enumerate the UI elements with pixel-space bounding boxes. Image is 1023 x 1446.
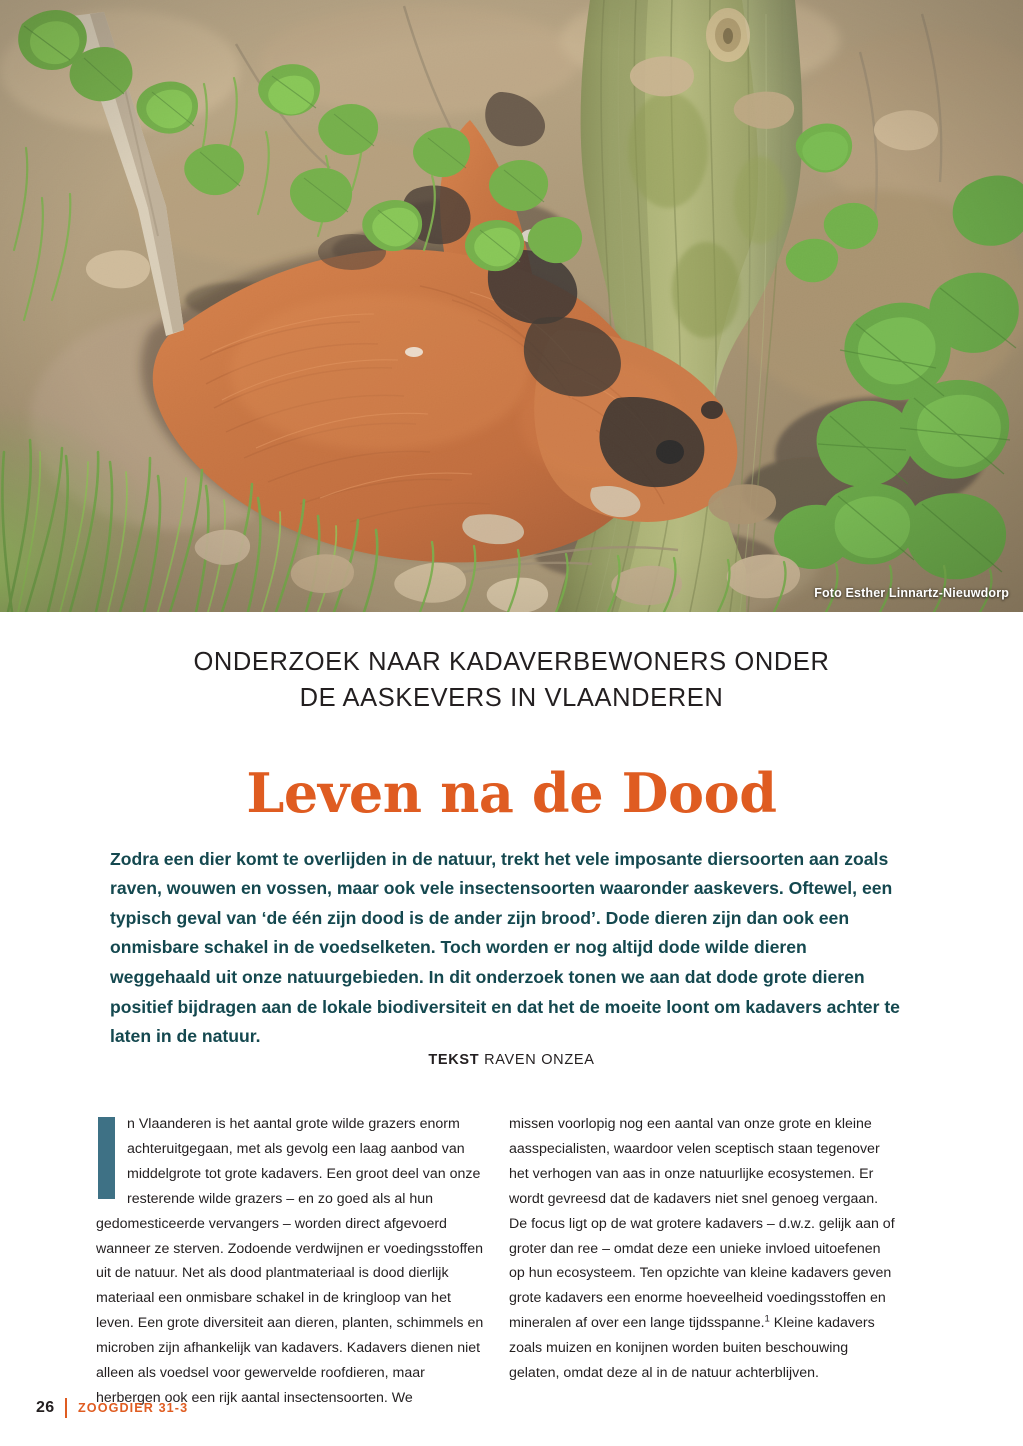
body-column-right-text-1: missen voorlopig nog een aantal van onze grote en kleine aasspecialisten, waardoor velen sceptisch staan tegenover het verhogen van aas in onze natuurlijke ecosystemen. Er wordt gevreesd dat de kadavers niet snel genoeg vergaan. De focus ligt op de wat grotere kadavers – d.w.z. gelijk aan of groter dan ree – omdat deze een unieke invloed uitoefenen op hun ecosysteem. Ten opzichte van kleine kadavers geven grote kadavers een enorme hoeveelheid voedingsstoffen en mineralen af over een lange tijdsspanne. — [509, 1116, 895, 1332]
body-column-right-text-2: Kleine kadavers zoals muizen en konijnen worden buiten beschouwing gelaten, omdat deze al in de natuur achterblijven. — [509, 1315, 875, 1382]
article-body — [96, 1112, 928, 1406]
issue-label: ZOOGDIER 31-3 — [78, 1401, 189, 1415]
photo-credit: Foto Esther Linnartz-Nieuwdorp — [814, 586, 1009, 600]
byline — [0, 1052, 1023, 1068]
hero-photo-illustration — [0, 0, 1023, 612]
article-intro: Zodra een dier komt te overlijden in de natuur, trekt het vele imposante diersoorten aan zoals raven, wouwen en vossen, maar ook vele insectensoorten waaronder aaskevers. Oftewel, een typisch geval van ‘de één zijn dood is de ander zijn brood’. Dode dieren zijn dan ook een onmisbare schakel in de voedselketen. Toch worden er nog altijd dode wilde dieren weggehaald uit onze natuurgebieden. In dit onderzoek tonen we aan dat dode grote dieren positief bijdragen aan de lokale biodiversiteit en dat het de moeite loont om kadavers achter te laten in de natuur. — [110, 848, 900, 1047]
kicker-line-1: ONDERZOEK NAAR KADAVERBEWONERS ONDER — [193, 648, 830, 676]
footnote-ref[interactable]: 1 — [764, 1313, 770, 1325]
byline-author: RAVEN ONZEA — [484, 1052, 595, 1068]
page-number: 26 — [36, 1399, 55, 1416]
drop-cap — [98, 1117, 115, 1199]
body-column-right — [509, 1112, 897, 1386]
hero-photo — [0, 0, 1023, 612]
body-column-left-text: n Vlaanderen is het aantal grote wilde grazers enorm achteruitgegaan, met als gevolg een laag aanbod van middelgrote tot grote kadavers. Een groot deel van onze resterende wilde grazers – en zo goed als al hun gedomesticeerde vervangers – worden direct afgevoerd wanneer ze sterven. Zodoende verdwijnen er voedingsstoffen uit de natuur. Net als dood plantmateriaal is dood dierlijk materiaal een onmisbare schakel in de kringloop van het leven. Een grote diversiteit aan dieren, planten, schimmels en microben zijn afhankelijk van kadavers. Kadavers dienen niet alleen als voedsel voor gewervelde roofdieren, maar herbergen ook een rijk aantal insectensoorten. We — [96, 1116, 484, 1406]
body-column-left — [96, 1112, 484, 1411]
article-kicker — [0, 644, 1023, 716]
byline-label: TEKST — [428, 1052, 480, 1068]
page-title: Leven na de Dood — [246, 761, 777, 826]
page-footer — [36, 1398, 188, 1418]
footer-divider — [65, 1398, 67, 1418]
kicker-line-2: DE AASKEVERS IN VLAANDEREN — [299, 684, 724, 712]
